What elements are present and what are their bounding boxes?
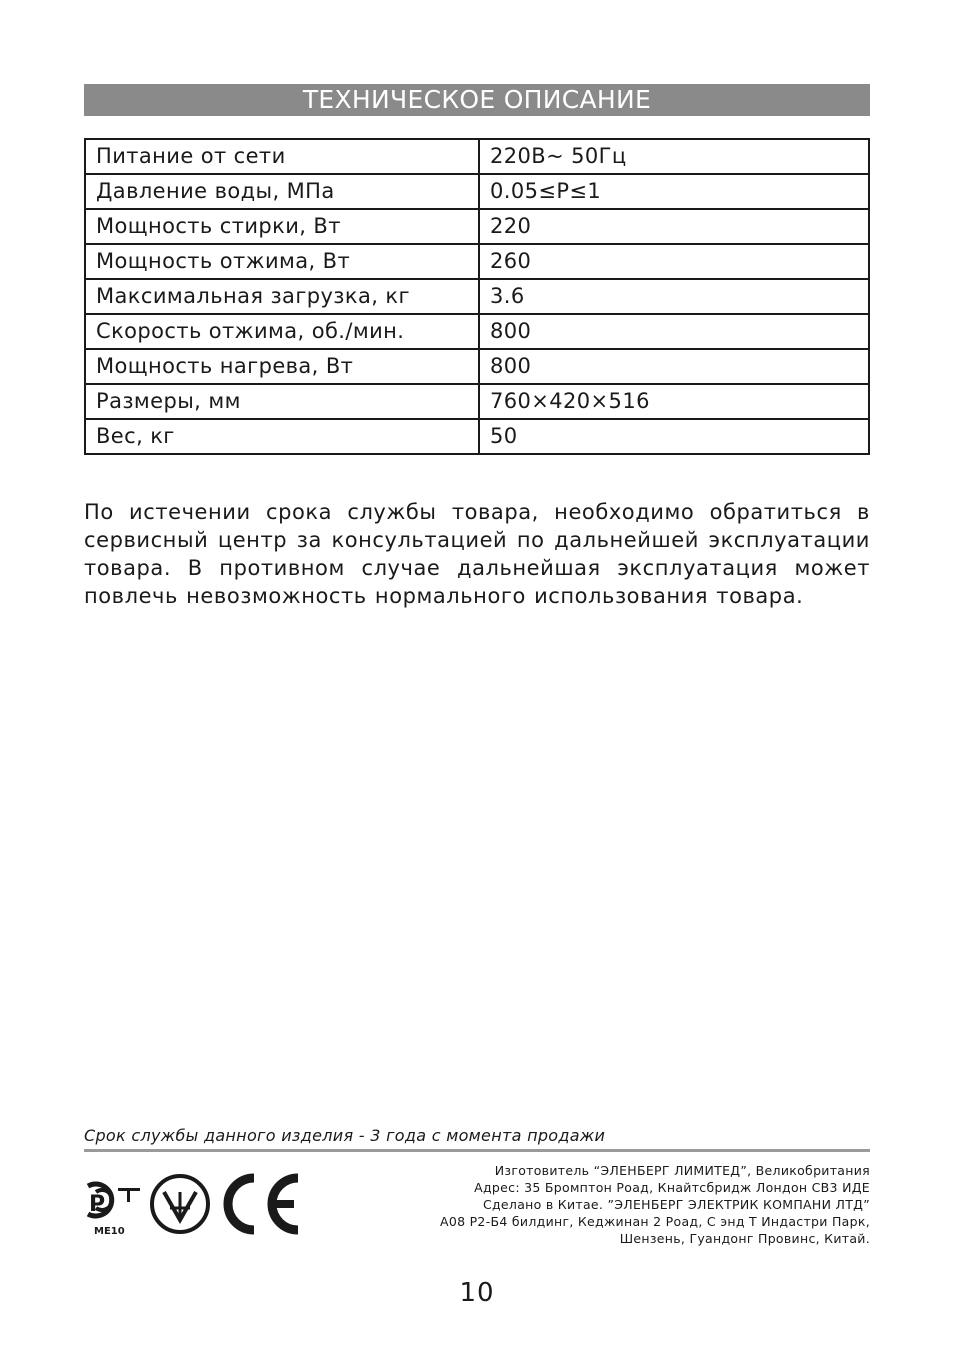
spec-value: 220 xyxy=(479,209,869,244)
spec-label: Скорость отжима, об./мин. xyxy=(85,314,479,349)
service-life-text: Срок службы данного изделия - 3 года с момента продажи xyxy=(84,1126,606,1145)
section-title: ТЕХНИЧЕСКОЕ ОПИСАНИЕ xyxy=(84,84,870,116)
manufacturer-line: A08 P2-Б4 билдинг, Кеджинан 2 Роад, С энд Т Индастри Парк, xyxy=(439,1214,870,1229)
spec-label: Мощность отжима, Вт xyxy=(85,244,479,279)
spec-label: Давление воды, МПа xyxy=(85,174,479,209)
certification-logos xyxy=(84,1168,314,1240)
spec-value: 50 xyxy=(479,419,869,454)
table-row xyxy=(85,209,869,244)
service-note: По истечении срока службы товара, необходимо обратиться в сервисный центр за консультацией по дальнейшей эксплуатации товара. В противном случае дальнейшая эксплуатация может повлечь невозможность нормального использования товара. xyxy=(84,500,870,608)
spec-value: 0.05≤P≤1 xyxy=(479,174,869,209)
conformity-mark-icon xyxy=(152,1176,208,1232)
spec-value: 3.6 xyxy=(479,279,869,314)
spec-value: 760×420×516 xyxy=(479,384,869,419)
spec-label: Вес, кг xyxy=(85,419,479,454)
table-row xyxy=(85,314,869,349)
spec-label: Мощность стирки, Вт xyxy=(85,209,479,244)
spec-label: Максимальная загрузка, кг xyxy=(85,279,479,314)
table-row xyxy=(85,419,869,454)
table-row xyxy=(85,279,869,314)
spec-label: Мощность нагрева, Вт xyxy=(85,349,479,384)
table-row xyxy=(85,349,869,384)
manufacturer-line: Сделано в Китае. ”ЭЛЕНБЕРГ ЭЛЕКТРИК КОМПАНИ ЛТД” xyxy=(482,1197,870,1212)
page-number: 10 xyxy=(459,1278,495,1308)
spec-value: 800 xyxy=(479,314,869,349)
manufacturer-info xyxy=(350,1162,870,1247)
table-row xyxy=(85,244,869,279)
spec-label: Размеры, мм xyxy=(85,384,479,419)
spec-value: 260 xyxy=(479,244,869,279)
table-row xyxy=(85,174,869,209)
pct-certification-icon xyxy=(88,1184,140,1237)
svg-text:P: P xyxy=(89,1192,106,1217)
ce-mark-icon xyxy=(228,1178,298,1230)
spec-label: Питание от сети xyxy=(85,139,479,174)
spec-value: 800 xyxy=(479,349,869,384)
table-row xyxy=(85,384,869,419)
pct-code: МЕ10 xyxy=(94,1226,125,1237)
specs-table xyxy=(84,138,870,455)
footer-divider xyxy=(84,1149,870,1152)
manufacturer-line: Адрес: 35 Бромптон Роад, Кнайтсбридж Лондон СВ3 ИДЕ xyxy=(474,1180,870,1195)
manufacturer-line: Шензень, Гуандонг Провинс, Китай. xyxy=(619,1231,870,1246)
table-row xyxy=(85,139,869,174)
spec-value: 220В~ 50Гц xyxy=(479,139,869,174)
manufacturer-line: Изготовитель “ЭЛЕНБЕРГ ЛИМИТЕД”, Великобритания xyxy=(494,1163,870,1178)
